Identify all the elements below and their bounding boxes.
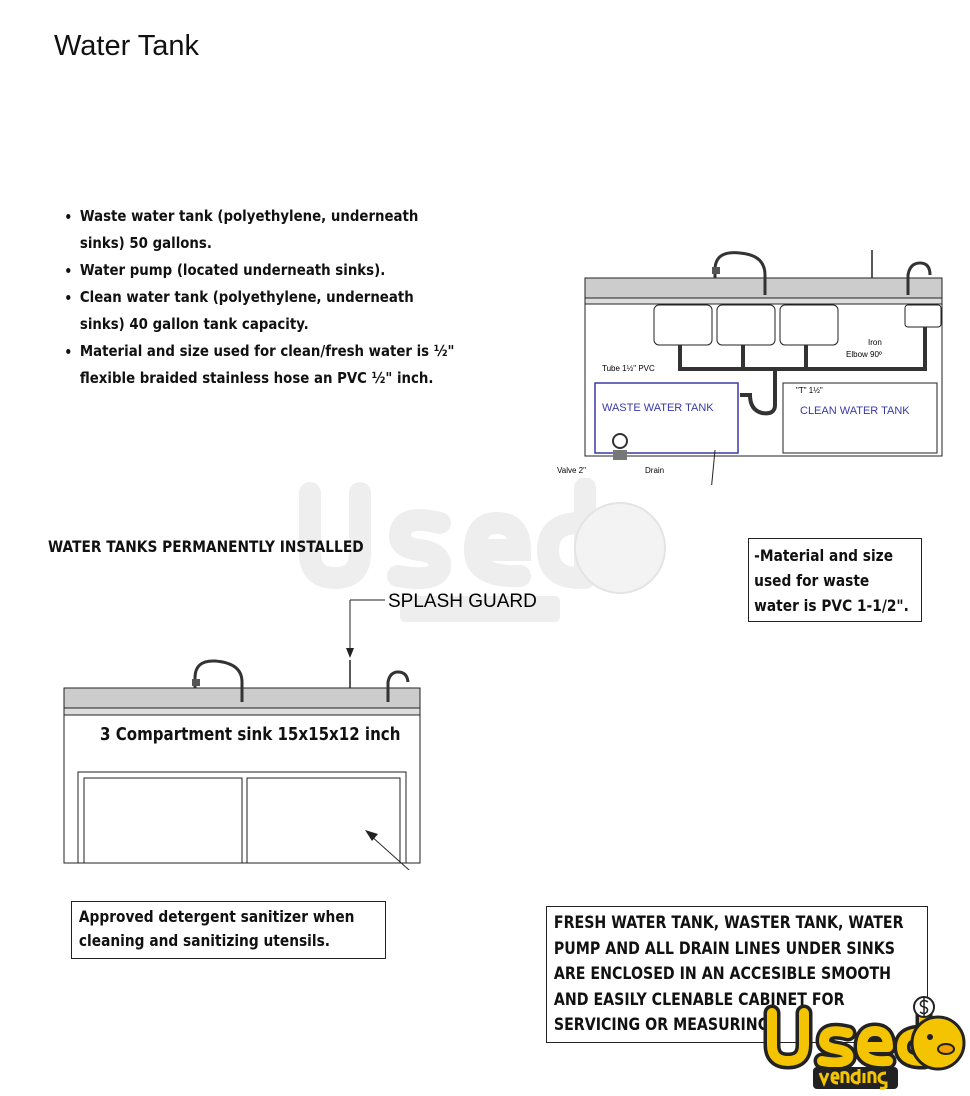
bullet-item: • Waste water tank (polyethylene, underneath sinks) 50 gallons.	[80, 203, 460, 257]
bullet-item: • Water pump (located underneath sinks).	[80, 257, 460, 284]
bullet-item: • Material and size used for clean/fresh water is ½" flexible braided stainless hose an PVC ½" inch.	[80, 338, 460, 392]
valve-label: Valve 2"	[557, 466, 586, 475]
elbow-label: Iron	[868, 338, 882, 347]
waste-note-box	[748, 538, 922, 622]
note-line: ARE ENCLOSED IN AN ACCESIBLE SMOOTH	[553, 964, 892, 983]
note-line: Approved detergent sanitizer when	[78, 907, 355, 926]
note-line: FRESH WATER TANK, WASTER TANK, WATER	[553, 913, 904, 932]
note-line: used for waste	[754, 571, 870, 590]
splash-guard-label: SPLASH GUARD	[388, 591, 537, 612]
drain-label: Drain	[645, 466, 665, 475]
clean-tank-label: CLEAN WATER TANK	[800, 405, 910, 417]
page-title: Water Tank	[54, 30, 200, 62]
note-line: SERVICING OR MEASURING	[553, 1015, 770, 1034]
plumbing-diagram	[550, 245, 970, 485]
note-line: water is PVC 1-1/2".	[754, 596, 909, 615]
detergent-note-box	[71, 901, 386, 959]
t-label: "T" 1½"	[796, 386, 823, 395]
bullet-item: • Clean water tank (polyethylene, underneath sinks) 40 gallon tank capacity.	[80, 284, 460, 338]
note-line: AND EASILY CLENABLE CABINET FOR	[553, 989, 845, 1009]
used-vending-logo	[758, 995, 968, 1095]
waste-tank-label: WASTE WATER TANK	[602, 402, 714, 414]
tube-label: Tube 1½" PVC	[602, 364, 655, 373]
note-line: cleaning and sanitizing utensils.	[78, 931, 331, 950]
note-line: PUMP AND ALL DRAIN LINES UNDER SINKS	[553, 938, 896, 958]
note-line: -Material and size	[754, 546, 894, 565]
bullet-list	[30, 203, 460, 392]
section-heading: WATER TANKS PERMANENTLY INSTALLED	[48, 537, 364, 556]
sink-label: 3 Compartment sink 15x15x12 inch	[100, 725, 401, 745]
elbow-label: Elbow 90º	[846, 350, 882, 359]
